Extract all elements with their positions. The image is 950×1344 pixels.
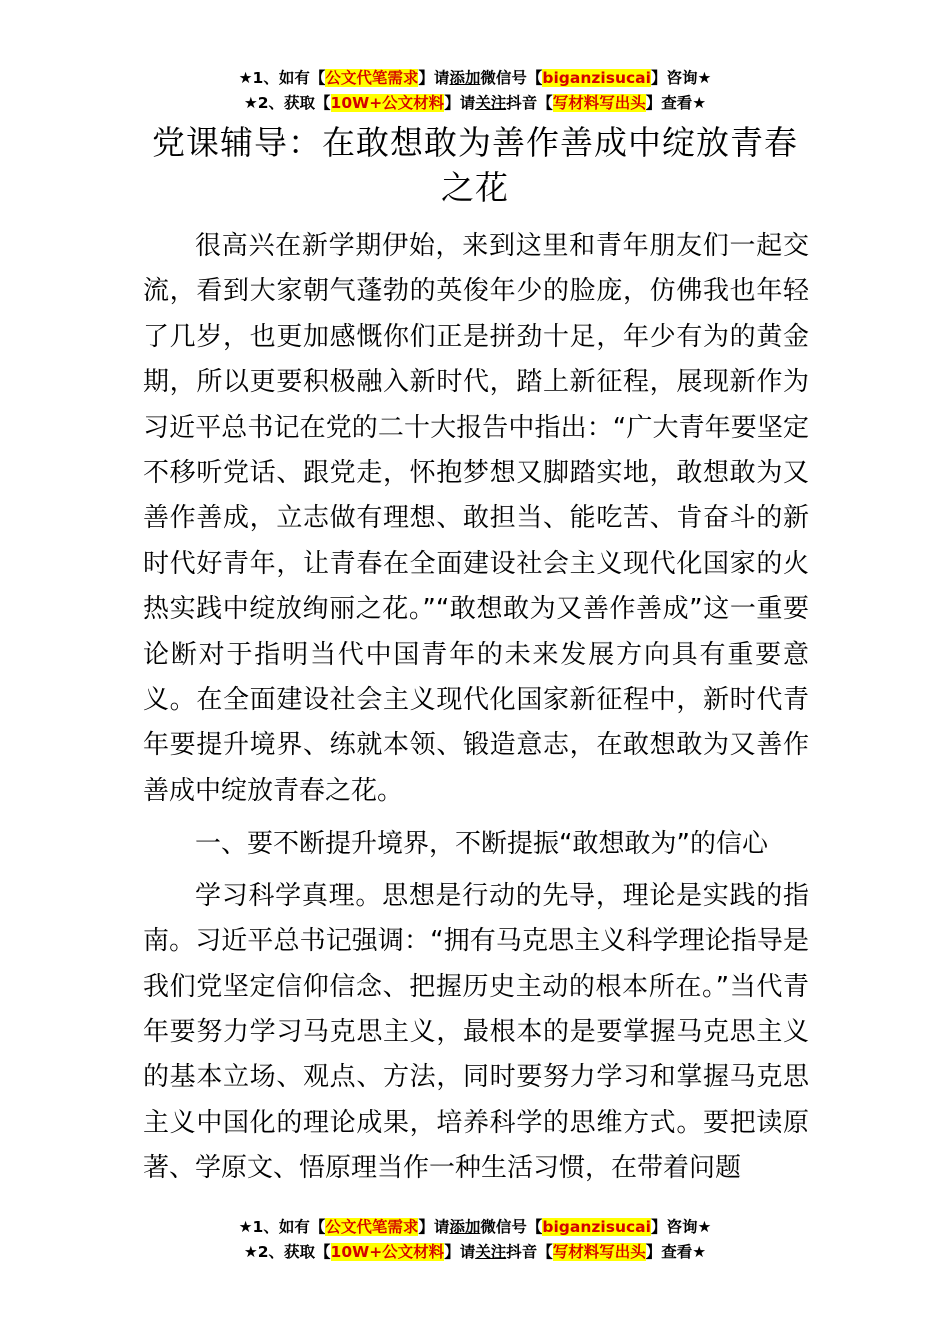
banner-highlight: 写材料写出头 <box>552 94 646 112</box>
banner-underline: 关注 <box>475 1243 507 1261</box>
banner-highlight: 10W+公文材料 <box>330 94 445 112</box>
banner-text: 】请 <box>444 1243 476 1261</box>
banner-highlight: 公文代笔需求 <box>325 69 419 87</box>
banner-text: ★1、如有【 <box>238 1218 326 1236</box>
banner-text: 】请 <box>418 1218 450 1236</box>
banner-line-1 <box>0 66 950 91</box>
banner-highlight: 10W+公文材料 <box>330 1243 445 1261</box>
banner-line-2 <box>0 1240 950 1265</box>
section-heading: 一、要不断提升境界，不断提振“敢想敢为”的信心 <box>195 829 768 860</box>
banner-text: ★1、如有【 <box>238 69 326 87</box>
document-title: 党课辅导：在敢想敢为善作善成中绽放青春之花 <box>152 123 798 207</box>
banner-text: 】查看★ <box>645 94 707 112</box>
banner-highlight: 公文代笔需求 <box>325 1218 419 1236</box>
banner-text: ★2、获取【 <box>243 1243 331 1261</box>
banner-highlight: biganzisucai <box>542 1218 651 1236</box>
paragraph-section-1: 学习科学真理。思想是行动的先导，理论是实践的指南。习近平总书记强调：“拥有马克思主义科学理论指导是我们党坚定信仰信念、把握历史主动的根本所在。”当代青年要努力学习马克思主义，最根本的是要掌握马克思主义的基本立场、观点、方法，同时要努力学习和掌握马克思主义中国化的理论成果，培养科学的思维方式。要把读原著、学原文、悟原理当作一种生活习惯，在带着问题 <box>143 880 809 1184</box>
banner-underline: 添加 <box>449 69 481 87</box>
header-banner <box>0 66 950 116</box>
banner-line-2 <box>0 91 950 116</box>
banner-text: 】查看★ <box>645 1243 707 1261</box>
banner-text: 】请 <box>418 69 450 87</box>
banner-text: 抖音【 <box>506 1243 553 1261</box>
banner-text: 微信号【 <box>480 69 543 87</box>
banner-text: 微信号【 <box>480 1218 543 1236</box>
banner-underline: 添加 <box>449 1218 481 1236</box>
banner-underline: 关注 <box>475 94 507 112</box>
banner-text: 】咨询★ <box>650 69 712 87</box>
document-body <box>143 224 809 1192</box>
banner-line-1 <box>0 1215 950 1240</box>
banner-highlight: 写材料写出头 <box>552 1243 646 1261</box>
paragraph-intro: 很高兴在新学期伊始，来到这里和青年朋友们一起交流，看到大家朝气蓬勃的英俊年少的脸庞，仿佛我也年轻了几岁，也更加感慨你们正是拼劲十足，年少有为的黄金期，所以更要积极融入新时代，踏上新征程，展现新作为习近平总书记在党的二十大报告中指出：“广大青年要坚定不移听党话、跟党走，怀抱梦想又脚踏实地，敢想敢为又善作善成，立志做有理想、敢担当、能吃苦、肯奋斗的新时代好青年，让青春在全面建设社会主义现代化国家的火热实践中绽放绚丽之花。”“敢想敢为又善作善成”这一重要论断对于指明当代中国青年的未来发展方向具有重要意义。在全面建设社会主义现代化国家新征程中，新时代青年要提升境界、练就本领、锻造意志，在敢想敢为又善作善成中绽放青春之花。 <box>143 231 809 806</box>
banner-text: 】咨询★ <box>650 1218 712 1236</box>
banner-highlight: biganzisucai <box>542 69 651 87</box>
banner-text: 】请 <box>444 94 476 112</box>
footer-banner <box>0 1215 950 1265</box>
banner-text: ★2、获取【 <box>243 94 331 112</box>
banner-text: 抖音【 <box>506 94 553 112</box>
